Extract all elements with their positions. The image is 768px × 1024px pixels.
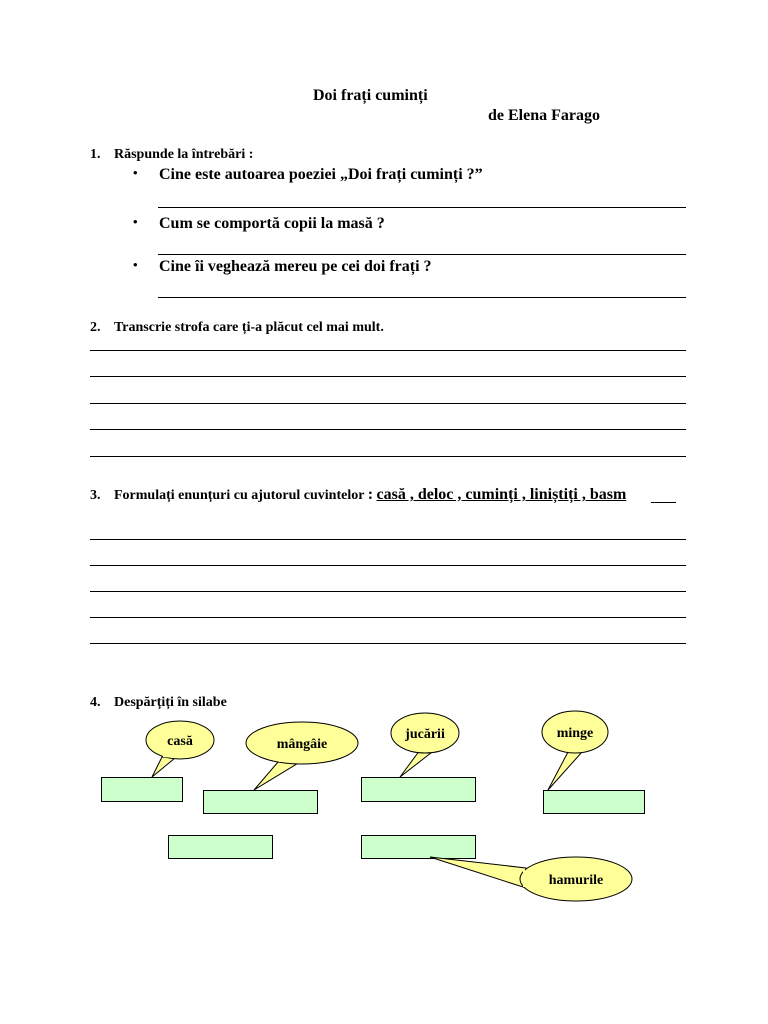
bullet-icon: •	[133, 165, 138, 180]
question-1-text: Răspunde la întrebări :	[114, 147, 254, 162]
question-3-colon: :	[367, 486, 374, 503]
bubble-casa	[146, 721, 214, 777]
question-3-text: Formulați enunțuri cu ajutorul cuvintelor	[114, 488, 365, 503]
bullet-text: Cum se comportă copii la masă ?	[159, 215, 385, 232]
question-2-number: 2.	[90, 320, 101, 335]
bubble-jucarii	[391, 713, 459, 777]
question-2-text: Transcrie strofa care ți-a plăcut cel mai mult.	[114, 320, 384, 335]
question-4-number: 4.	[90, 695, 101, 710]
bubble-label: hamurile	[548, 873, 604, 888]
question-4-text: Despărțiți în silabe	[114, 695, 227, 710]
bubble-label: jucării	[405, 727, 445, 742]
question-1-number: 1.	[90, 147, 101, 162]
bubble-label: casă	[167, 734, 193, 749]
question-3-words: casă , deloc , cuminți , liniștiți , basm	[376, 486, 627, 503]
bubble-label: mângâie	[276, 737, 328, 752]
bubble-label: minge	[556, 726, 594, 741]
bullet-icon: •	[133, 257, 138, 272]
worksheet-title: Doi frați cuminți	[313, 87, 428, 104]
author-line: de Elena Farago	[488, 107, 600, 124]
bullet-icon: •	[133, 214, 138, 229]
bubble-mangaie	[246, 722, 358, 790]
question-3-number: 3.	[90, 488, 101, 503]
bullet-text: Cine îi veghează mereu pe cei doi frați ?	[159, 258, 432, 275]
bubble-hamurile	[430, 857, 632, 901]
bubble-minge	[542, 711, 608, 790]
bullet-text: Cine este autoarea poeziei „Doi frați cuminți ?”	[159, 166, 483, 183]
